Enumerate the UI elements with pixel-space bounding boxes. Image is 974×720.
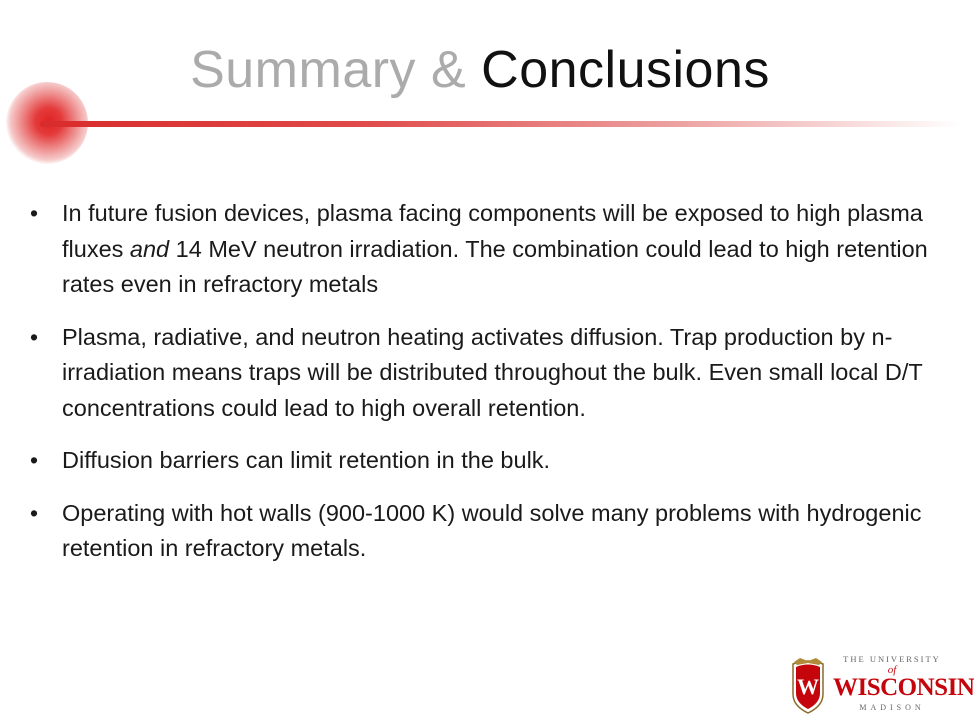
bullet-item (30, 443, 935, 479)
bullet-item (30, 196, 935, 303)
wordmark-the-university: THE UNIVERSITY (843, 654, 941, 664)
university-wordmark (833, 654, 974, 712)
bullet-dot: • (30, 499, 39, 526)
wordmark-of: of (887, 664, 897, 676)
bullet-dot: • (30, 323, 39, 350)
bullet-item (30, 496, 935, 567)
bullet-list (30, 196, 935, 584)
bullet-text: Diffusion barriers can limit retention in the bulk. (62, 447, 551, 473)
bullet-text: Operating with hot walls (900-1000 K) would solve many problems with hydrogenic retention in refractory metals. (62, 499, 922, 561)
slide-title (0, 38, 960, 102)
bullet-item (30, 320, 935, 427)
title-summary: Summary & (190, 41, 482, 99)
crest-icon (791, 658, 825, 714)
svg-text:W: W (797, 674, 819, 699)
bullet-text: Plasma, radiative, and neutron heating activates diffusion. Trap production by n-irradiation means traps will be distributed throughout the bulk. Even small local D/T concentrations could lead to high overall retention. (62, 323, 923, 421)
title-underline-rule (40, 121, 960, 127)
bullet-dot: • (30, 200, 39, 226)
bullet-emphasis: and (129, 235, 170, 262)
wordmark-madison: MADISON (859, 703, 925, 712)
bullet-text-part: 14 MeV neutron irradiation. The combination could lead to high retention rates even in refractory metals (62, 235, 928, 297)
title-conclusions: Conclusions (481, 41, 770, 99)
bullet-dot: • (30, 447, 39, 473)
university-logo (787, 650, 974, 720)
bullet-text-part: In future fusion devices, plasma facing components will be exposed to high plasma fluxes (62, 200, 923, 262)
wordmark-wisconsin: WISCONSIN (833, 674, 974, 701)
